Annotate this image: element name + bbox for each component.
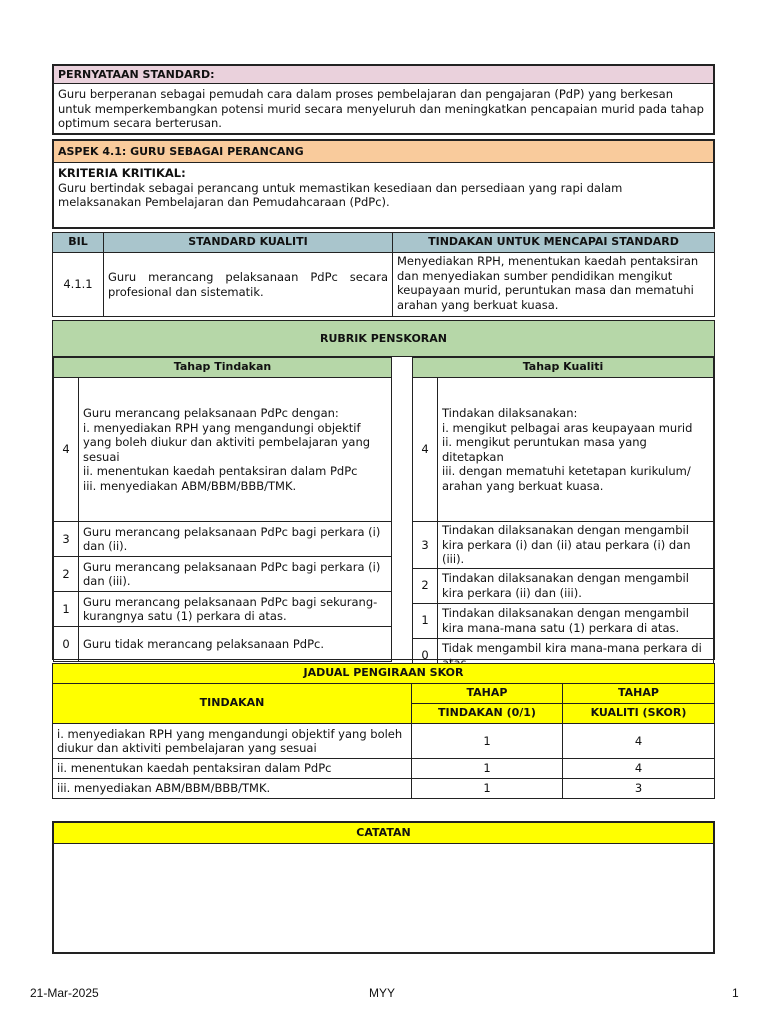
aspek-heading: ASPEK 4.1: GURU SEBAGAI PERANCANG bbox=[54, 141, 713, 163]
rubrik-kualiti-2: Tindakan dilaksanakan dengan mengambil kira perkara (ii) dan (iii). bbox=[438, 568, 714, 603]
line: iii. menyediakan ABM/BBM/BBB/TMK. bbox=[83, 478, 297, 493]
skor-row-tindakan: 1 bbox=[412, 724, 563, 759]
skor-row-tindakan: 1 bbox=[412, 759, 563, 779]
rubrik-right-header: Tahap Kualiti bbox=[413, 358, 714, 378]
col-standard-kualiti: STANDARD KUALITI bbox=[104, 233, 393, 253]
rubrik-score: 0 bbox=[413, 638, 438, 673]
rubrik-score: 1 bbox=[413, 603, 438, 638]
rubrik-tindakan-2: Guru merancang pelaksanaan PdPc bagi perkara (i) dan (iii). bbox=[79, 557, 392, 592]
footer-date: 21-Mar-2025 bbox=[30, 986, 99, 1000]
line: Guru merancang pelaksanaan PdPc dengan: bbox=[83, 406, 339, 420]
rubrik-tindakan-table bbox=[53, 357, 392, 662]
catatan-body[interactable] bbox=[54, 844, 713, 952]
standard-bil: 4.1.1 bbox=[53, 253, 104, 317]
catatan-section bbox=[52, 821, 715, 954]
skor-row-kualiti: 3 bbox=[563, 779, 715, 799]
standard-table bbox=[52, 232, 715, 317]
skor-col-tahap2: TAHAP bbox=[563, 684, 715, 704]
pernyataan-body: Guru berperanan sebagai pemudah cara dalam proses pembelajaran dan pengajaran (PdP) yang berkesan untuk memperkembangkan potensi murid secara menyeluruh dan meningkatkan pencapaian murid pada tahap optimum secara berterusan. bbox=[58, 87, 704, 130]
rubrik-tindakan-1: Guru merancang pelaksanaan PdPc bagi sekurang-kurangnya satu (1) perkara di atas. bbox=[79, 592, 392, 627]
skor-row-label: iii. menyediakan ABM/BBM/BBB/TMK. bbox=[53, 779, 412, 799]
footer-code: MYY bbox=[369, 986, 396, 1000]
skor-row-kualiti: 4 bbox=[563, 724, 715, 759]
catatan-title: CATATAN bbox=[54, 823, 713, 844]
rubrik-kualiti-4 bbox=[438, 378, 714, 522]
rubrik-kualiti-table bbox=[412, 357, 714, 674]
skor-row-tindakan: 1 bbox=[412, 779, 563, 799]
line: Tindakan dilaksanakan: bbox=[442, 406, 578, 420]
pernyataan-standard-section bbox=[52, 64, 715, 135]
skor-row-kualiti: 4 bbox=[563, 759, 715, 779]
tindakan-text: Menyediakan RPH, menentukan kaedah pentaksiran dan menyediakan sumber pendidikan mengikut keupayaan murid, peruntukan masa dan mematuhi arahan yang berkuat kuasa. bbox=[393, 253, 715, 317]
rubrik-kualiti-1: Tindakan dilaksanakan dengan mengambil kira mana-mana satu (1) perkara di atas. bbox=[438, 603, 714, 638]
footer-page-number: 1 bbox=[732, 986, 739, 1000]
kriteria-body: Guru bertindak sebagai perancang untuk memastikan kesediaan dan persediaan yang rapi dalam melaksanakan Pembelajaran dan Pemudahcaraan (PdPc). bbox=[58, 180, 623, 209]
aspek-section bbox=[52, 139, 715, 229]
line: ii. mengikut peruntukan masa yang ditetapkan bbox=[442, 435, 647, 464]
rubrik-score: 3 bbox=[54, 522, 79, 557]
skor-row-label: i. menyediakan RPH yang mengandungi objektif yang boleh diukur dan aktiviti pembelajaran yang sesuai bbox=[53, 724, 412, 759]
skor-col-kualiti-skor: KUALITI (SKOR) bbox=[563, 704, 715, 724]
skor-title: JADUAL PENGIRAAN SKOR bbox=[53, 664, 715, 684]
rubrik-score: 3 bbox=[413, 522, 438, 569]
rubrik-score: 0 bbox=[54, 627, 79, 662]
skor-col-tindakan: TINDAKAN bbox=[53, 684, 412, 724]
rubrik-left-header: Tahap Tindakan bbox=[54, 358, 392, 378]
skor-row-label: ii. menentukan kaedah pentaksiran dalam PdPc bbox=[53, 759, 412, 779]
line: i. mengikut pelbagai aras keupayaan murid bbox=[442, 420, 693, 435]
col-tindakan: TINDAKAN UNTUK MENCAPAI STANDARD bbox=[393, 233, 715, 253]
rubrik-title: RUBRIK PENSKORAN bbox=[53, 321, 714, 357]
pernyataan-heading: PERNYATAAN STANDARD: bbox=[54, 66, 713, 84]
rubrik-score: 1 bbox=[54, 592, 79, 627]
skor-table bbox=[52, 663, 715, 799]
rubrik-score: 2 bbox=[413, 568, 438, 603]
rubrik-score: 2 bbox=[54, 557, 79, 592]
kriteria-heading: KRITERIA KRITIKAL: bbox=[58, 166, 186, 180]
col-bil: BIL bbox=[53, 233, 104, 253]
standard-kualiti-text: Guru merancang pelaksanaan PdPc secara profesional dan sistematik. bbox=[104, 253, 393, 317]
skor-col-tahap1: TAHAP bbox=[412, 684, 563, 704]
line: ii. menentukan kaedah pentaksiran dalam PdPc bbox=[83, 464, 358, 478]
rubrik-tindakan-4 bbox=[79, 378, 392, 522]
rubrik-kualiti-3: Tindakan dilaksanakan dengan mengambil kira perkara (i) dan (ii) atau perkara (i) dan (iii). bbox=[438, 522, 714, 569]
rubrik-score: 4 bbox=[54, 378, 79, 522]
rubrik-score: 4 bbox=[413, 378, 438, 522]
skor-col-tindakan-01: TINDAKAN (0/1) bbox=[412, 704, 563, 724]
rubrik-kualiti-0: Tidak mengambil kira mana-mana perkara di atas. bbox=[438, 638, 714, 673]
line: iii. dengan mematuhi ketetapan kurikulum/ arahan yang berkuat kuasa. bbox=[442, 464, 691, 493]
rubrik-tindakan-3: Guru merancang pelaksanaan PdPc bagi perkara (i) dan (ii). bbox=[79, 522, 392, 557]
line: i. menyediakan RPH yang mengandungi objektif yang boleh diukur dan aktiviti pembelajaran yang sesuai bbox=[83, 420, 371, 464]
rubrik-tindakan-0: Guru tidak merancang pelaksanaan PdPc. bbox=[79, 627, 392, 662]
